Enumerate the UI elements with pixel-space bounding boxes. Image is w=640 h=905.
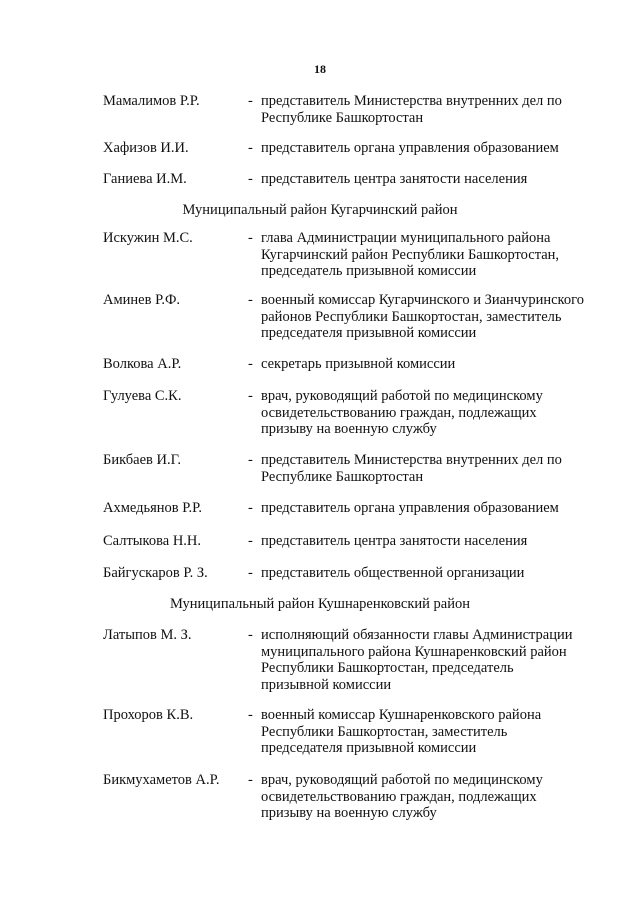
dash: - (248, 93, 253, 109)
dash: - (248, 140, 253, 156)
member-name: Мамалимов Р.Р. (103, 93, 200, 109)
member-name: Бикбаев И.Г. (103, 452, 181, 468)
member-role: представитель Министерства внутренних дел по Республике Башкортостан (261, 93, 562, 126)
member-role: военный комиссар Кугарчинского и Зианчуринского районов Республики Башкортостан, заместитель председателя призывной комиссии (261, 292, 584, 341)
member-role: представитель общественной организации (261, 565, 525, 581)
member-name: Бикмухаметов А.Р. (103, 772, 220, 788)
member-role: военный комиссар Кушнаренковского района Республики Башкортостан, заместитель председателя призывной комиссии (261, 707, 542, 756)
member-role: представитель Министерства внутренних дел по Республике Башкортостан (261, 452, 562, 485)
dash: - (248, 171, 253, 187)
dash: - (248, 627, 253, 643)
dash: - (248, 500, 253, 516)
member-name: Салтыкова Н.Н. (103, 533, 202, 549)
section-heading: Муниципальный район Кушнаренковский район (170, 596, 470, 612)
member-name: Ахмедьянов Р.Р. (103, 500, 203, 516)
member-name: Искужин М.С. (103, 230, 193, 246)
member-role: представитель органа управления образованием (261, 140, 559, 156)
page-number: 18 (314, 62, 326, 76)
section-heading: Муниципальный район Кугарчинский район (182, 202, 458, 218)
member-role: представитель центра занятости населения (261, 533, 528, 549)
member-role: представитель центра занятости населения (261, 171, 528, 187)
member-role: врач, руководящий работой по медицинскому освидетельствованию граждан, подлежащих призыву на военную службу (261, 388, 543, 437)
member-name: Аминев Р.Ф. (103, 292, 181, 308)
member-name: Латыпов М. З. (103, 627, 192, 643)
dash: - (248, 565, 253, 581)
member-role: секретарь призывной комиссии (261, 356, 456, 372)
dash: - (248, 772, 253, 788)
dash: - (248, 292, 253, 308)
dash: - (248, 356, 253, 372)
member-name: Прохоров К.В. (103, 707, 194, 723)
dash: - (248, 533, 253, 549)
dash: - (248, 388, 253, 404)
member-name: Волкова А.Р. (103, 356, 182, 372)
member-name: Гулуева С.К. (103, 388, 182, 404)
member-role: представитель органа управления образованием (261, 500, 559, 516)
member-name: Ганиева И.М. (103, 171, 187, 187)
dash: - (248, 452, 253, 468)
member-role: глава Администрации муниципального района Кугарчинский район Республики Башкортостан, председатель призывной комиссии (261, 230, 560, 279)
member-name: Хафизов И.И. (103, 140, 189, 156)
member-name: Байгускаров Р. З. (103, 565, 208, 581)
member-role: исполняющий обязанности главы Администрации муниципального района Кушнаренковский район Республики Башкортостан, председатель призывной комиссии (261, 627, 573, 693)
dash: - (248, 707, 253, 723)
dash: - (248, 230, 253, 246)
member-role: врач, руководящий работой по медицинскому освидетельствованию граждан, подлежащих призыву на военную службу (261, 772, 543, 821)
